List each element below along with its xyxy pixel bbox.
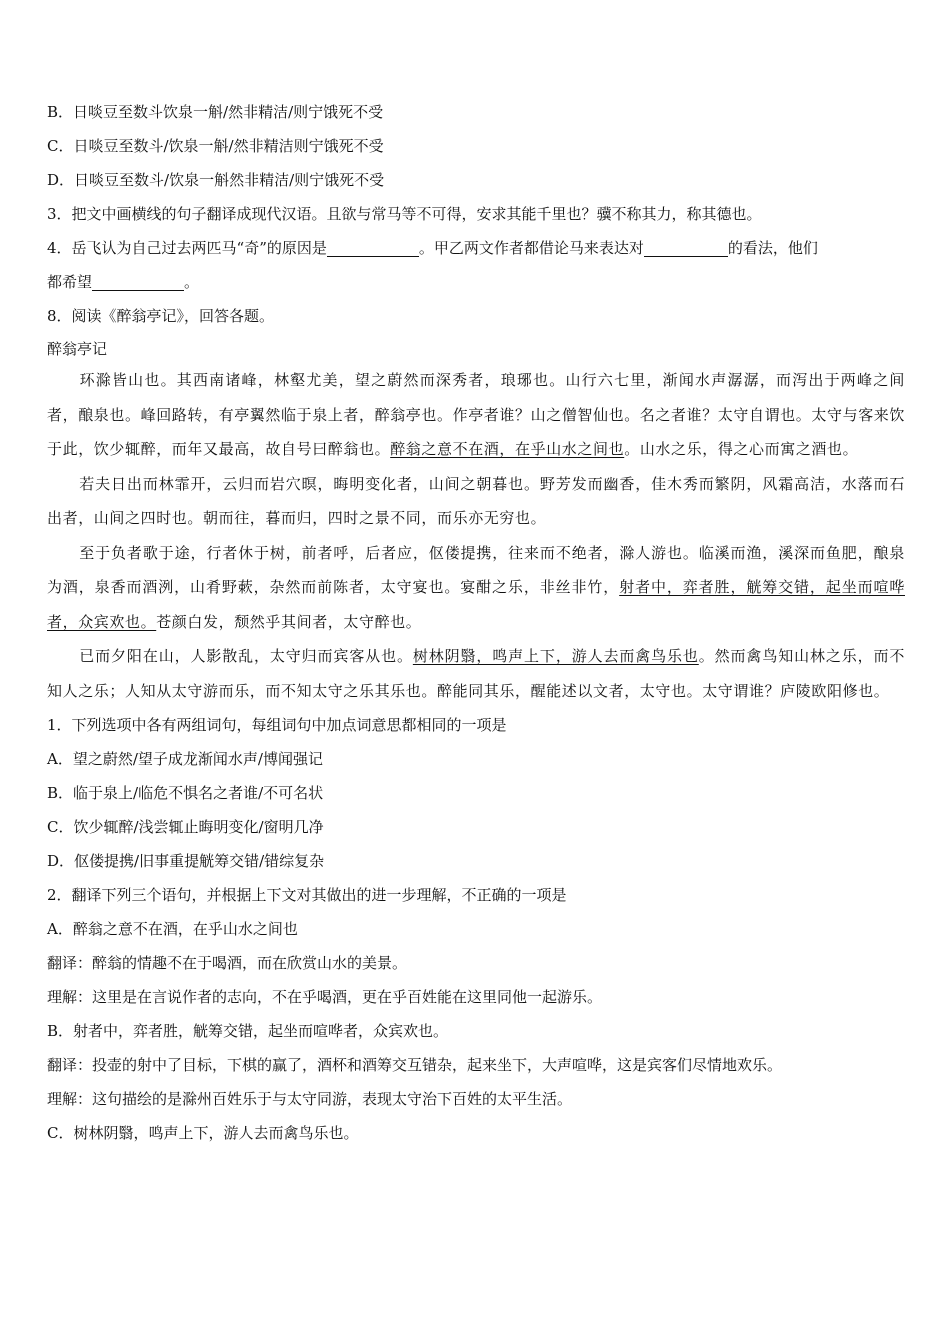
essay-paragraph-4 [47, 639, 905, 708]
q2-a-understanding: 理解：这里是在言说作者的志向，不在乎喝酒，更在乎百姓能在这里同他一起游乐。 [47, 988, 603, 1006]
p4-text-a: 已而夕阳在山，人影散乱，太守归而宾客从也。 [79, 647, 413, 665]
p1-text-b: 。山水之乐，得之心而寓之酒也。 [624, 440, 859, 458]
question-8: 8．阅读《醉翁亭记》，回答各题。 [47, 307, 275, 325]
essay-paragraph-1 [47, 363, 905, 467]
p4-underlined-sentence: 树林阴翳，鸣声上下，游人去而禽鸟乐也 [412, 647, 699, 665]
option-b: B．日啖豆至数斗饮泉一斛/然非精洁/则宁饿死不受 [47, 103, 384, 121]
p2-text: 若夫日出而林霏开，云归而岩穴暝，晦明变化者，山间之朝暮也。野芳发而幽香，佳木秀而繁阴，风霜高洁，水落而石出者，山间之四时也。朝而往，暮而归，四时之景不同，而乐亦无穷也。 [47, 474, 905, 527]
p3-underlined-sentence: 射者中，弈者胜，觥筹交错，起坐而喧哗者，众宾欢也。 [47, 578, 905, 631]
answer-blank-2 [644, 240, 728, 257]
q2-b-understanding: 理解：这句描绘的是滁州百姓乐于与太守同游，表现太守治下百姓的太平生活。 [47, 1090, 573, 1108]
essay-paragraph-2 [47, 467, 905, 536]
question-4-line-2 [47, 265, 905, 299]
q4-text-2: 。甲乙两文作者都借论马来表达对 [418, 239, 644, 257]
q1-option-d: D．伛偻提携/旧事重提觥筹交错/错综复杂 [47, 852, 325, 870]
q1-option-a: A．望之蔚然/望子成龙渐闻水声/博闻强记 [47, 750, 323, 768]
q2-option-a: A．醉翁之意不在酒，在乎山水之间也 [47, 920, 298, 938]
option-c: C．日啖豆至数斗/饮泉一斛/然非精洁则宁饿死不受 [47, 137, 384, 155]
p1-text-a: 环滁皆山也。其西南诸峰，林壑尤美，望之蔚然而深秀者，琅琊也。山行六七里，渐闻水声潺潺，而泻出于两峰之间者，酿泉也。峰回路转，有亭翼然临于泉上者，醉翁亭也。作亭者谁？山之僧智仙也。名之者谁？太守自谓也。太守与客来饮于此，饮少辄醉，而年又最高，故自号曰醉翁也。 [47, 371, 906, 458]
question-1: 1．下列选项中各有两组词句，每组词句中加点词意思都相同的一项是 [47, 716, 507, 734]
p4-text-b: 。然而禽鸟知山林之乐，而不知人之乐；人知从太守游而乐，而不知太守之乐其乐也。醉能同其乐，醒能述以文者，太守也。太守谓谁？庐陵欧阳修也。 [47, 647, 905, 700]
option-d: D．日啖豆至数斗/饮泉一斛然非精洁/则宁饿死不受 [47, 171, 385, 189]
answer-blank-1 [327, 240, 419, 257]
answer-blank-3 [92, 274, 184, 291]
essay-title: 醉翁亭记 [47, 339, 108, 358]
q4-text-5: 。 [184, 273, 200, 291]
question-3: 3．把文中画横线的句子翻译成现代汉语。且欲与常马等不可得，安求其能千里也？骥不称其力，称其德也。 [47, 205, 762, 223]
q2-b-translation: 翻译：投壶的射中了目标，下棋的赢了，酒杯和酒筹交互错杂，起来坐下，大声喧哗，这是宾客们尽情地欢乐。 [47, 1056, 783, 1074]
p3-text-a: 至于负者歌于途，行者休于树，前者呼，后者应，伛偻提携，往来而不绝者，滁人游也。临溪而渔，溪深而鱼肥，酿泉为酒，泉香而酒洌，山肴野蔌，杂然而前陈者，太守宴也。宴酣之乐，非丝非竹， [47, 543, 905, 596]
question-2: 2．翻译下列三个语句，并根据上下文对其做出的进一步理解，不正确的一项是 [47, 886, 567, 904]
p1-underlined-sentence: 醉翁之意不在酒，在乎山水之间也 [390, 440, 625, 458]
q4-text-1: 4．岳飞认为自己过去两匹马“奇”的原因是 [47, 239, 327, 257]
p3-text-b: 苍颜白发，颓然乎其间者，太守醉也。 [156, 612, 422, 631]
essay-paragraph-3 [47, 536, 905, 640]
q1-option-b: B．临于泉上/临危不惧名之者谁/不可名状 [47, 784, 324, 802]
q4-text-4: 都希望 [47, 273, 93, 291]
q2-a-translation: 翻译：醉翁的情趣不在于喝酒，而在欣赏山水的美景。 [47, 954, 408, 972]
q2-option-b: B．射者中，弈者胜，觥筹交错，起坐而喧哗者，众宾欢也。 [47, 1022, 449, 1040]
question-4-line-1 [47, 231, 905, 265]
q2-option-c: C．树林阴翳，鸣声上下，游人去而禽鸟乐也。 [47, 1124, 359, 1142]
document-page [47, 95, 905, 1150]
q4-text-3: 的看法，他们 [727, 239, 818, 257]
q1-option-c: C．饮少辄醉/浅尝辄止晦明变化/窗明几净 [47, 818, 324, 836]
